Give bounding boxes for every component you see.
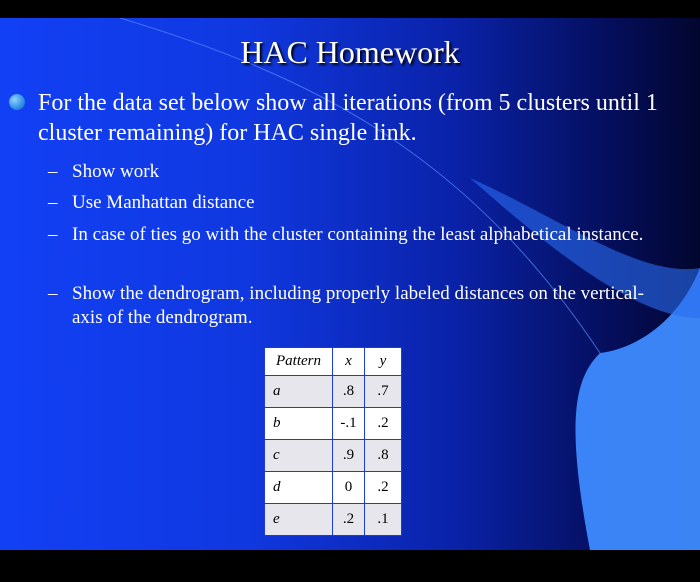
dash-icon: – — [48, 192, 58, 213]
cell-pattern: a — [265, 376, 333, 408]
cell-y: .2 — [365, 472, 402, 504]
cell-pattern: c — [265, 440, 333, 472]
sub-item-text: Show work — [72, 161, 160, 182]
sub-item-text: Use Manhattan distance — [72, 192, 255, 213]
sub-item-text: Show the dendrogram, including properly labeled distances on the vertical-axis of the dendrogram. — [72, 283, 644, 328]
dash-icon: – — [48, 161, 58, 182]
slide — [0, 18, 700, 550]
table-row — [265, 504, 402, 536]
table-row — [265, 440, 402, 472]
dash-icon: – — [48, 224, 58, 245]
table-row — [265, 376, 402, 408]
cell-x: .2 — [333, 504, 365, 536]
cell-pattern: b — [265, 408, 333, 440]
cell-x: 0 — [333, 472, 365, 504]
cell-y: .8 — [365, 440, 402, 472]
bullet-icon — [9, 94, 25, 110]
header-pattern: Pattern — [265, 348, 333, 376]
cell-pattern: d — [265, 472, 333, 504]
cell-y: .7 — [365, 376, 402, 408]
cell-x: .8 — [333, 376, 365, 408]
slide-title: HAC Homework — [240, 34, 460, 70]
sub-item-text: In case of ties go with the cluster containing the least alphabetical instance. — [72, 224, 644, 245]
cell-pattern: e — [265, 504, 333, 536]
cell-x: .9 — [333, 440, 365, 472]
cell-x: -.1 — [333, 408, 365, 440]
main-paragraph: For the data set below show all iterations (from 5 clusters until 1 cluster remaining) for HAC single link. — [38, 90, 658, 146]
table-row — [265, 472, 402, 504]
data-table — [264, 347, 402, 536]
header-x: x — [333, 348, 365, 376]
header-y: y — [365, 348, 402, 376]
table-row — [265, 408, 402, 440]
dash-icon: – — [48, 283, 58, 304]
cell-y: .1 — [365, 504, 402, 536]
cell-y: .2 — [365, 408, 402, 440]
